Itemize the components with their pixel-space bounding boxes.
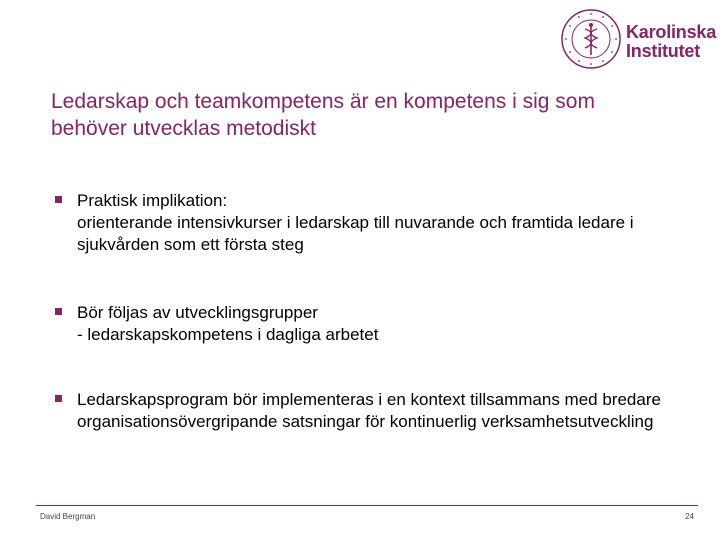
bullet-item — [55, 389, 675, 433]
bullet-text: Bör följas av utvecklingsgrupper - ledarskapskompetens i dagliga arbetet — [77, 303, 379, 344]
karolinska-logo — [560, 8, 717, 74]
logo-line-1: Karolinska — [626, 22, 717, 42]
page-number: 24 — [685, 512, 694, 521]
bullet-item — [55, 190, 675, 256]
footer-author: David Bergman — [40, 512, 96, 521]
karolinska-seal-icon — [560, 8, 622, 70]
footer-divider — [36, 505, 698, 506]
bullet-item — [55, 302, 675, 346]
bullet-square-icon — [55, 308, 62, 315]
logo-line-2: Institutet — [626, 41, 700, 61]
slide-title: Ledarskap och teamkompetens är en kompetens i sig som behöver utvecklas metodiskt — [51, 90, 595, 140]
bullet-text: Ledarskapsprogram bör implementeras i en kontext tillsammans med bredare organisationsövergripande satsningar för kontinuerlig verksamhetsutveckling — [77, 390, 661, 431]
logo-wordmark — [626, 23, 716, 61]
bullet-text: Praktisk implikation: orienterande intensivkurser i ledarskap till nuvarande och framtida ledare i sjukvården som ett första steg — [77, 191, 634, 254]
bullet-square-icon — [55, 196, 62, 203]
bullet-square-icon — [55, 395, 62, 402]
